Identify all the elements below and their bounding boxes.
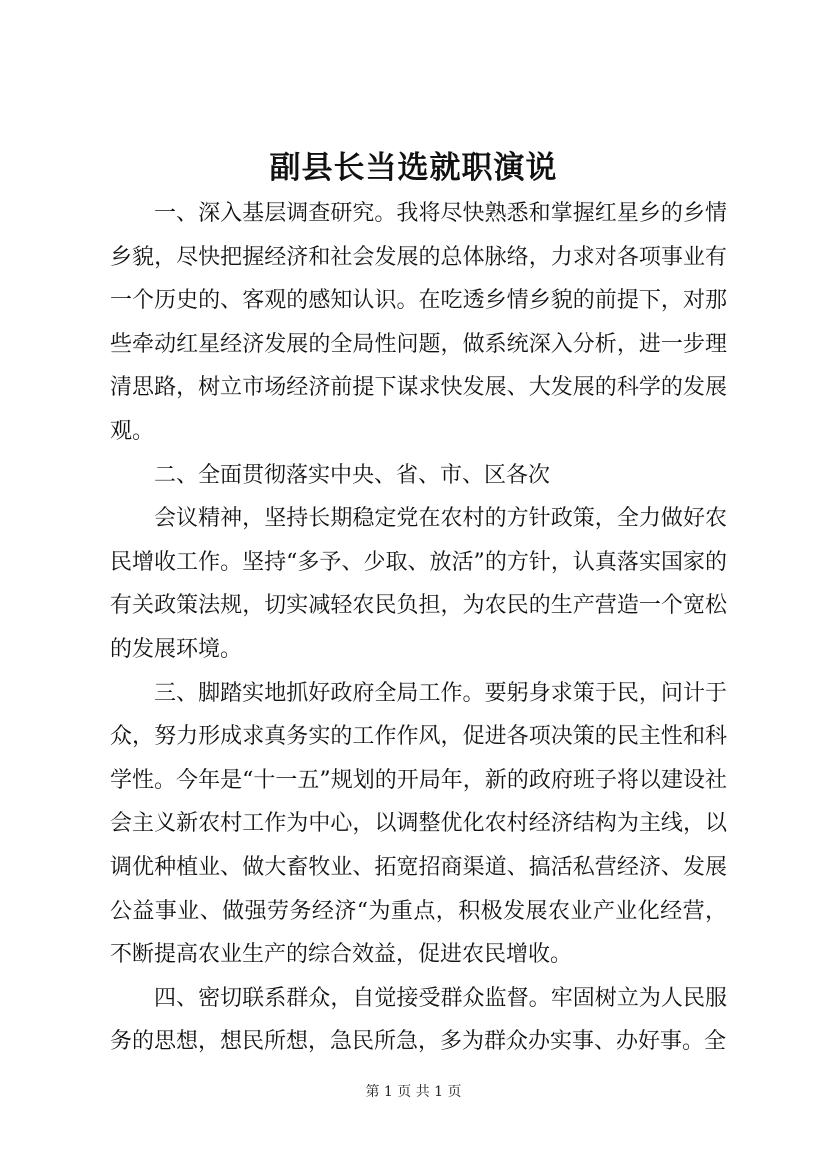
page-footer: 第 1 页 共 1 页 <box>365 1084 462 1100</box>
document-body <box>110 192 727 1064</box>
paragraph-1: 一、深入基层调查研究。我将尽快熟悉和掌握红星乡的乡情乡貌，尽快把握经济和社会发展的总体脉络，力求对各项事业有一个历史的、客观的感知认识。在吃透乡情乡貌的前提下，对那些牵动红星经济发展的全局性问题，做系统深入分析，进一步理清思路，树立市场经济前提下谋求快发展、大发展的科学的发展观。 <box>110 201 727 444</box>
document-title: 副县长当选就职演说 <box>269 150 558 186</box>
paragraph-3: 会议精神，坚持长期稳定党在农村的方针政策，全力做好农民增收工作。坚持“多予、少取、放活”的方针，认真落实国家的有关政策法规，切实减轻农民负担，为农民的生产营造一个宽松的发展环境。 <box>110 506 727 662</box>
paragraph-5: 四、密切联系群众，自觉接受群众监督。牢固树立为人民服务的思想，想民所想，急民所急，多为群众办实事、办好事。全 <box>110 985 727 1055</box>
paragraph-2: 二、全面贯彻落实中央、省、市、区各次 <box>154 462 551 488</box>
paragraph-4: 三、脚踏实地抓好政府全局工作。要躬身求策于民，问计于众，努力形成求真务实的工作作风，促进各项决策的民主性和科学性。今年是“十一五”规划的开局年，新的政府班子将以建设社会主义新农村工作为中心，以调整优化农村经济结构为主线，以调优种植业、做大畜牧业、拓宽招商渠道、搞活私营经济、发展公益事业、做强劳务经济“为重点，积极发展农业产业化经营，不断提高农业生产的综合效益，促进农民增收。 <box>110 680 727 968</box>
